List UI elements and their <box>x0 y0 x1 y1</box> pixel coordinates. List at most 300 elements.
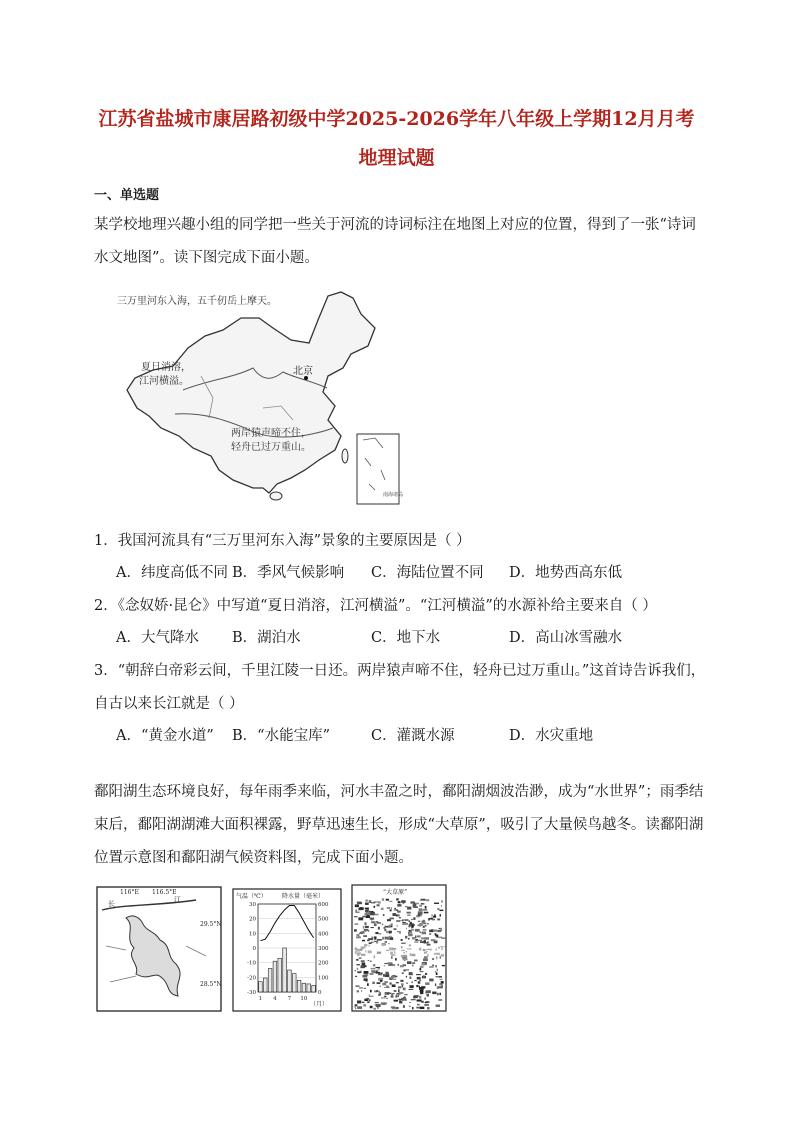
photo-texture-speck <box>434 903 439 904</box>
photo-texture-speck <box>377 922 381 923</box>
photo-texture-speck <box>374 955 375 958</box>
photo-texture-speck <box>381 944 385 946</box>
photo-texture-speck <box>410 922 412 925</box>
photo-texture-speck <box>400 992 403 993</box>
precip-bar <box>263 978 267 992</box>
photo-texture-speck <box>427 1007 430 1009</box>
photo-texture-speck <box>398 995 399 997</box>
photo-texture-speck <box>414 941 418 943</box>
photo-texture-speck <box>357 952 360 954</box>
photo-texture-speck <box>399 1001 402 1004</box>
photo-texture-speck <box>409 920 410 922</box>
photo-texture-speck <box>398 904 399 905</box>
photo-texture-speck <box>440 914 441 917</box>
river-label-chang: 长 <box>108 900 115 908</box>
photo-texture-speck <box>370 912 375 915</box>
lon-label-2: 116.5°E <box>152 889 177 896</box>
photo-texture-speck <box>434 930 437 932</box>
photo-texture-speck <box>419 986 420 988</box>
intro-paragraph-1: 某学校地理兴趣小组的同学把一些关于河流的诗词标注在地图上对应的位置，得到了一张“诗词水文地图”。读下图完成下面小题。 <box>94 217 696 266</box>
photo-texture-speck <box>373 1008 376 1010</box>
photo-texture-speck <box>385 926 389 928</box>
photo-texture-speck <box>370 927 373 928</box>
photo-texture-speck <box>355 985 359 987</box>
photo-texture-speck <box>437 993 439 996</box>
photo-texture-speck <box>359 957 362 958</box>
photo-texture-speck <box>379 992 380 995</box>
photo-texture-speck <box>367 912 371 914</box>
photo-texture-speck <box>372 982 374 984</box>
photo-texture-speck <box>400 999 401 1002</box>
photo-texture-speck <box>425 1001 429 1003</box>
photo-texture-speck <box>369 945 370 947</box>
photo-texture-speck <box>368 960 370 961</box>
photo-texture-speck <box>400 980 403 982</box>
photo-texture-speck <box>422 932 426 935</box>
photo-texture-speck <box>390 982 392 984</box>
photo-texture-speck <box>384 965 385 966</box>
photo-texture-speck <box>404 994 407 995</box>
photo-texture-speck <box>440 979 443 980</box>
photo-texture-speck <box>375 1002 379 1003</box>
photo-texture-speck <box>425 973 427 975</box>
photo-texture-speck <box>432 919 435 921</box>
photo-texture-speck <box>402 972 404 973</box>
photo-texture-speck <box>355 1008 356 1009</box>
photo-texture-speck <box>381 997 385 998</box>
precip-tick-label: 600 <box>318 902 329 908</box>
photo-texture-speck <box>364 988 366 989</box>
photo-texture-speck <box>394 1000 398 1002</box>
month-tick-label: 4 <box>273 996 277 1002</box>
photo-texture-speck <box>371 942 373 943</box>
photo-texture-speck <box>414 980 417 981</box>
precip-tick-label: 100 <box>318 975 329 982</box>
question-1-stem: 1．我国河流具有“三万里河东入海”景象的主要原因是（ ） <box>94 533 471 549</box>
photo-texture-speck <box>370 961 371 962</box>
photo-texture-speck <box>365 900 367 902</box>
photo-texture-speck <box>383 1002 387 1004</box>
photo-texture-speck <box>403 952 404 953</box>
precip-bar <box>259 982 263 992</box>
photo-texture-speck <box>423 975 425 978</box>
photo-texture-speck <box>407 907 411 910</box>
photo-texture-speck <box>406 928 407 929</box>
photo-texture-speck <box>407 948 412 949</box>
photo-texture-speck <box>432 992 436 995</box>
photo-texture-speck <box>367 1002 369 1003</box>
photo-texture-speck <box>435 934 437 936</box>
photo-texture-speck <box>354 916 357 917</box>
q2-option-c[interactable]: C．地下水 <box>371 630 441 646</box>
photo-texture-speck <box>439 993 441 996</box>
photo-texture-speck <box>429 979 433 982</box>
photo-texture-speck <box>410 901 415 903</box>
photo-texture-speck <box>386 972 389 975</box>
photo-texture-speck <box>437 969 438 971</box>
photo-texture-speck <box>421 903 423 904</box>
photo-texture-speck <box>361 954 366 956</box>
photo-texture-speck <box>389 936 392 938</box>
photo-texture-speck <box>360 965 364 968</box>
photo-texture-speck <box>357 1006 362 1009</box>
precip-bar <box>307 984 311 992</box>
temp-tick-label: 20 <box>249 916 256 923</box>
photo-texture-speck <box>386 899 389 901</box>
photo-texture-speck <box>378 901 381 903</box>
photo-texture-speck <box>407 912 411 914</box>
photo-texture-speck <box>362 940 365 941</box>
photo-texture-speck <box>411 999 416 1000</box>
temp-tick-label: -30 <box>247 990 256 996</box>
photo-texture-speck <box>396 982 399 983</box>
photo-texture-speck <box>406 982 408 984</box>
photo-texture-speck <box>373 964 376 966</box>
photo-texture-speck <box>371 902 375 903</box>
photo-texture-speck <box>441 905 442 907</box>
river-label-jiang: 江 <box>174 896 181 904</box>
section-heading: 一、单选题 <box>94 188 160 203</box>
photo-texture-speck <box>385 941 387 943</box>
photo-texture-speck <box>424 952 427 954</box>
photo-texture-speck <box>409 932 412 933</box>
photo-texture-speck <box>391 954 394 956</box>
photo-texture-speck <box>394 909 398 910</box>
photo-texture-speck <box>396 925 397 926</box>
photo-texture-speck <box>355 976 357 977</box>
photo-texture-speck <box>441 947 443 949</box>
photo-texture-speck <box>393 928 396 930</box>
photo-texture-speck <box>420 1007 425 1009</box>
photo-texture-speck <box>423 929 427 930</box>
photo-texture-speck <box>426 994 429 997</box>
photo-texture-speck <box>356 934 359 936</box>
map-poem-label-3a: 两岸猿声啼不住， <box>231 428 311 439</box>
photo-texture-speck <box>425 925 427 927</box>
photo-texture-speck <box>387 939 390 940</box>
q1-option-c[interactable]: C．海陆位置不同 <box>371 565 484 581</box>
photo-texture-speck <box>438 947 440 949</box>
photo-texture-speck <box>412 963 415 964</box>
photo-texture-speck <box>432 965 434 967</box>
photo-texture-speck <box>357 968 358 970</box>
photo-texture-speck <box>442 965 445 966</box>
photo-texture-speck <box>359 918 364 919</box>
photo-texture-speck <box>394 990 397 992</box>
photo-texture-speck <box>418 911 423 914</box>
photo-texture-speck <box>441 937 445 939</box>
photo-texture-speck <box>417 977 421 979</box>
photo-texture-speck <box>423 923 427 924</box>
climate-chart <box>232 888 342 1012</box>
photo-texture-speck <box>407 915 410 916</box>
photo-texture-speck <box>392 979 396 980</box>
photo-texture-speck <box>420 968 422 970</box>
photo-texture-speck <box>418 921 420 922</box>
photo-texture-speck <box>431 914 432 916</box>
photo-texture-speck <box>426 990 430 993</box>
photo-texture-speck <box>391 956 392 959</box>
photo-texture-speck <box>436 956 437 959</box>
photo-texture-speck <box>412 1007 414 1009</box>
photo-texture-speck <box>410 953 412 956</box>
photo-texture-speck <box>438 999 442 1000</box>
photo-texture-speck <box>420 923 423 926</box>
photo-texture-speck <box>389 901 392 902</box>
lon-label-1: 116°E <box>120 889 139 896</box>
photo-texture-speck <box>420 990 424 992</box>
photo-texture-speck <box>429 933 431 934</box>
temp-tick-label: 30 <box>249 902 256 908</box>
photo-texture-speck <box>440 957 441 959</box>
photo-texture-speck <box>374 923 377 926</box>
q2-option-d[interactable]: D．高山冰雪融水 <box>509 630 623 646</box>
photo-texture-speck <box>441 928 443 931</box>
photo-texture-speck <box>390 918 394 920</box>
photo-texture-speck <box>394 908 396 909</box>
temp-tick-label: -10 <box>247 960 256 967</box>
photo-texture-speck <box>369 900 372 903</box>
photo-texture-speck <box>377 982 381 984</box>
q1-option-a[interactable]: A．纬度高低不同 <box>116 565 228 581</box>
photo-texture-speck <box>401 939 403 941</box>
photo-texture-speck <box>411 919 413 920</box>
photo-texture-speck <box>406 976 407 978</box>
photo-texture-speck <box>387 919 391 921</box>
photo-texture-speck <box>437 908 439 909</box>
photo-texture-speck <box>426 949 430 950</box>
photo-texture-speck <box>364 922 366 925</box>
photo-texture-speck <box>382 983 386 986</box>
photo-texture-speck <box>392 913 396 916</box>
photo-texture-speck <box>435 971 436 972</box>
photo-texture-speck <box>386 950 389 951</box>
photo-texture-speck <box>403 1005 405 1008</box>
photo-texture-speck <box>431 939 436 941</box>
photo-texture-speck <box>368 951 372 954</box>
photo-texture-speck <box>354 948 357 950</box>
photo-texture-speck <box>370 918 374 920</box>
photo-texture-speck <box>355 923 359 924</box>
photo-texture-speck <box>382 924 384 925</box>
photo-texture-speck <box>388 963 393 965</box>
question-2-stem: 2．《念奴娇·昆仑》中写道“夏日消溶，江河横溢”。“江河横溢”的水源补给主要来自（ ） <box>94 598 657 614</box>
precip-tick-label: 300 <box>318 946 329 952</box>
photo-texture-speck <box>365 950 366 953</box>
photo-texture-speck <box>384 963 388 964</box>
photo-texture-speck <box>417 935 421 937</box>
photo-texture-speck <box>399 917 401 918</box>
month-unit-label: （月） <box>310 1001 329 1008</box>
photo-texture-speck <box>409 989 414 990</box>
beijing-label: 北京 <box>293 366 313 377</box>
photo-texture-speck <box>423 909 428 911</box>
q3-option-c[interactable]: C．灌溉水源 <box>371 728 455 744</box>
q1-option-d[interactable]: D．地势西高东低 <box>509 565 623 581</box>
photo-texture-speck <box>363 926 364 929</box>
photo-texture-speck <box>423 949 426 951</box>
q3-option-d[interactable]: D．水灾重地 <box>509 728 594 744</box>
temp-tick-label: 10 <box>249 931 256 938</box>
photo-texture-speck <box>412 954 416 956</box>
photo-texture-speck <box>435 983 436 986</box>
precip-tick-label: 500 <box>318 916 329 923</box>
photo-texture-speck <box>387 993 391 994</box>
photo-texture-speck <box>441 900 442 903</box>
photo-texture-speck <box>416 1007 420 1009</box>
photo-texture-speck <box>414 995 418 998</box>
photo-texture-speck <box>390 910 392 912</box>
photo-texture-speck <box>436 948 437 950</box>
photo-texture-speck <box>381 973 382 974</box>
photo-texture-speck <box>355 1004 358 1006</box>
photo-texture-speck <box>376 921 379 923</box>
photo-texture-speck <box>381 908 384 910</box>
photo-texture-speck <box>419 980 421 981</box>
photo-texture-speck <box>420 971 424 972</box>
temp-tick-label: 0 <box>252 946 256 952</box>
photo-texture-speck <box>359 987 363 988</box>
precip-bar <box>268 969 272 992</box>
q1-option-b[interactable]: B．季风气候影响 <box>232 565 345 581</box>
photo-texture-speck <box>361 960 365 962</box>
photo-texture-speck <box>370 990 372 993</box>
photo-texture-speck <box>364 971 369 974</box>
photo-texture-speck <box>438 986 442 988</box>
photo-texture-speck <box>355 904 359 907</box>
photo-texture-speck <box>440 946 445 947</box>
precip-bar <box>312 985 316 992</box>
photo-texture-speck <box>380 980 382 982</box>
photo-texture-speck <box>364 978 368 981</box>
photo-texture-speck <box>369 996 374 997</box>
photo-texture-speck <box>424 912 429 914</box>
photo-texture-speck <box>401 950 405 951</box>
photo-texture-speck <box>377 952 381 954</box>
photo-texture-speck <box>427 944 431 946</box>
photo-caption: “大草原” <box>383 889 408 896</box>
photo-texture-speck <box>435 976 438 977</box>
photo-texture-speck <box>413 903 416 906</box>
temp-tick-label: -20 <box>247 975 256 982</box>
photo-texture-speck <box>410 972 412 974</box>
photo-texture-speck <box>433 916 436 918</box>
photo-texture-speck <box>412 937 415 940</box>
photo-texture-speck <box>392 948 396 950</box>
photo-texture-speck <box>401 946 403 948</box>
photo-texture-speck <box>365 903 369 905</box>
photo-texture-speck <box>398 989 400 992</box>
photo-texture-speck <box>357 902 362 904</box>
photo-texture-speck <box>417 999 422 1001</box>
photo-texture-speck <box>399 931 400 934</box>
map-poem-label-2a: 夏日消溶， <box>141 362 191 373</box>
photo-texture-speck <box>391 976 395 978</box>
precip-tick-label: 200 <box>318 960 329 967</box>
photo-texture-speck <box>417 940 422 941</box>
photo-texture-speck <box>364 929 369 931</box>
photo-texture-speck <box>355 909 357 912</box>
photo-texture-speck <box>382 898 384 901</box>
photo-texture-speck <box>419 996 422 999</box>
photo-texture-speck <box>420 966 424 968</box>
photo-texture-speck <box>424 942 428 943</box>
photo-texture-speck <box>416 985 418 987</box>
photo-texture-speck <box>362 975 367 978</box>
photo-texture-speck <box>421 963 425 966</box>
photo-texture-speck <box>417 1004 420 1006</box>
photo-texture-speck <box>383 974 385 977</box>
page-title-line1: 江苏省盐城市康居路初级中学2025-2026学年八年级上学期12月月考 <box>98 108 695 130</box>
photo-texture-speck <box>400 965 404 967</box>
precip-axis-title: 降水量（毫米） <box>282 893 325 900</box>
photo-texture-speck <box>391 907 392 909</box>
q3-option-a[interactable]: A．“黄金水道” <box>116 728 214 744</box>
q2-option-a[interactable]: A．大气降水 <box>116 630 199 646</box>
photo-texture-speck <box>409 1002 410 1003</box>
photo-texture-speck <box>442 954 444 957</box>
photo-texture-speck <box>377 904 380 906</box>
photo-texture-speck <box>378 927 380 930</box>
photo-texture-speck <box>386 931 389 933</box>
photo-texture-speck <box>409 944 411 946</box>
q3-option-b[interactable]: B．“水能宝库” <box>232 728 330 744</box>
map-poem-label-1: 三万里河东入海，五千仞岳上摩天。 <box>117 296 277 307</box>
photo-texture-speck <box>419 905 422 907</box>
photo-texture-speck <box>387 907 390 908</box>
photo-texture-speck <box>415 929 420 932</box>
photo-texture-speck <box>403 923 408 925</box>
photo-texture-speck <box>366 998 369 1000</box>
photo-texture-speck <box>408 934 412 937</box>
photo-texture-speck <box>423 920 425 923</box>
photo-texture-speck <box>362 962 366 965</box>
photo-texture-speck <box>357 990 359 992</box>
photo-texture-speck <box>361 931 365 934</box>
photo-texture-speck <box>388 943 390 944</box>
photo-texture-speck <box>376 990 378 992</box>
lat-label-1: 29.5°N <box>200 921 222 928</box>
photo-texture-speck <box>403 988 404 990</box>
month-tick-label: 1 <box>258 996 263 1002</box>
precip-bar <box>297 980 301 992</box>
lat-label-2: 28.5°N <box>200 981 222 988</box>
photo-texture-speck <box>419 908 423 911</box>
photo-texture-speck <box>402 919 403 921</box>
photo-texture-speck <box>365 908 369 910</box>
photo-texture-speck <box>362 916 365 918</box>
photo-texture-speck <box>418 981 421 983</box>
poyang-location-map <box>96 886 222 1012</box>
photo-texture-speck <box>395 958 397 960</box>
photo-texture-speck <box>369 973 373 975</box>
photo-texture-speck <box>376 967 380 968</box>
photo-texture-speck <box>436 1005 440 1007</box>
inset-label: 南海诸岛 <box>383 492 403 498</box>
q2-option-b[interactable]: B．湖泊水 <box>232 630 301 646</box>
photo-texture-speck <box>437 918 440 920</box>
photo-texture-speck <box>362 1002 364 1003</box>
photo-texture-speck <box>391 994 392 997</box>
photo-texture-speck <box>401 943 405 944</box>
photo-texture-speck <box>409 1006 411 1007</box>
photo-texture-speck <box>383 914 384 916</box>
photo-texture-speck <box>408 938 409 940</box>
photo-texture-speck <box>364 944 367 946</box>
photo-texture-speck <box>389 931 392 934</box>
photo-texture-speck <box>396 898 398 900</box>
photo-texture-speck <box>359 907 364 910</box>
